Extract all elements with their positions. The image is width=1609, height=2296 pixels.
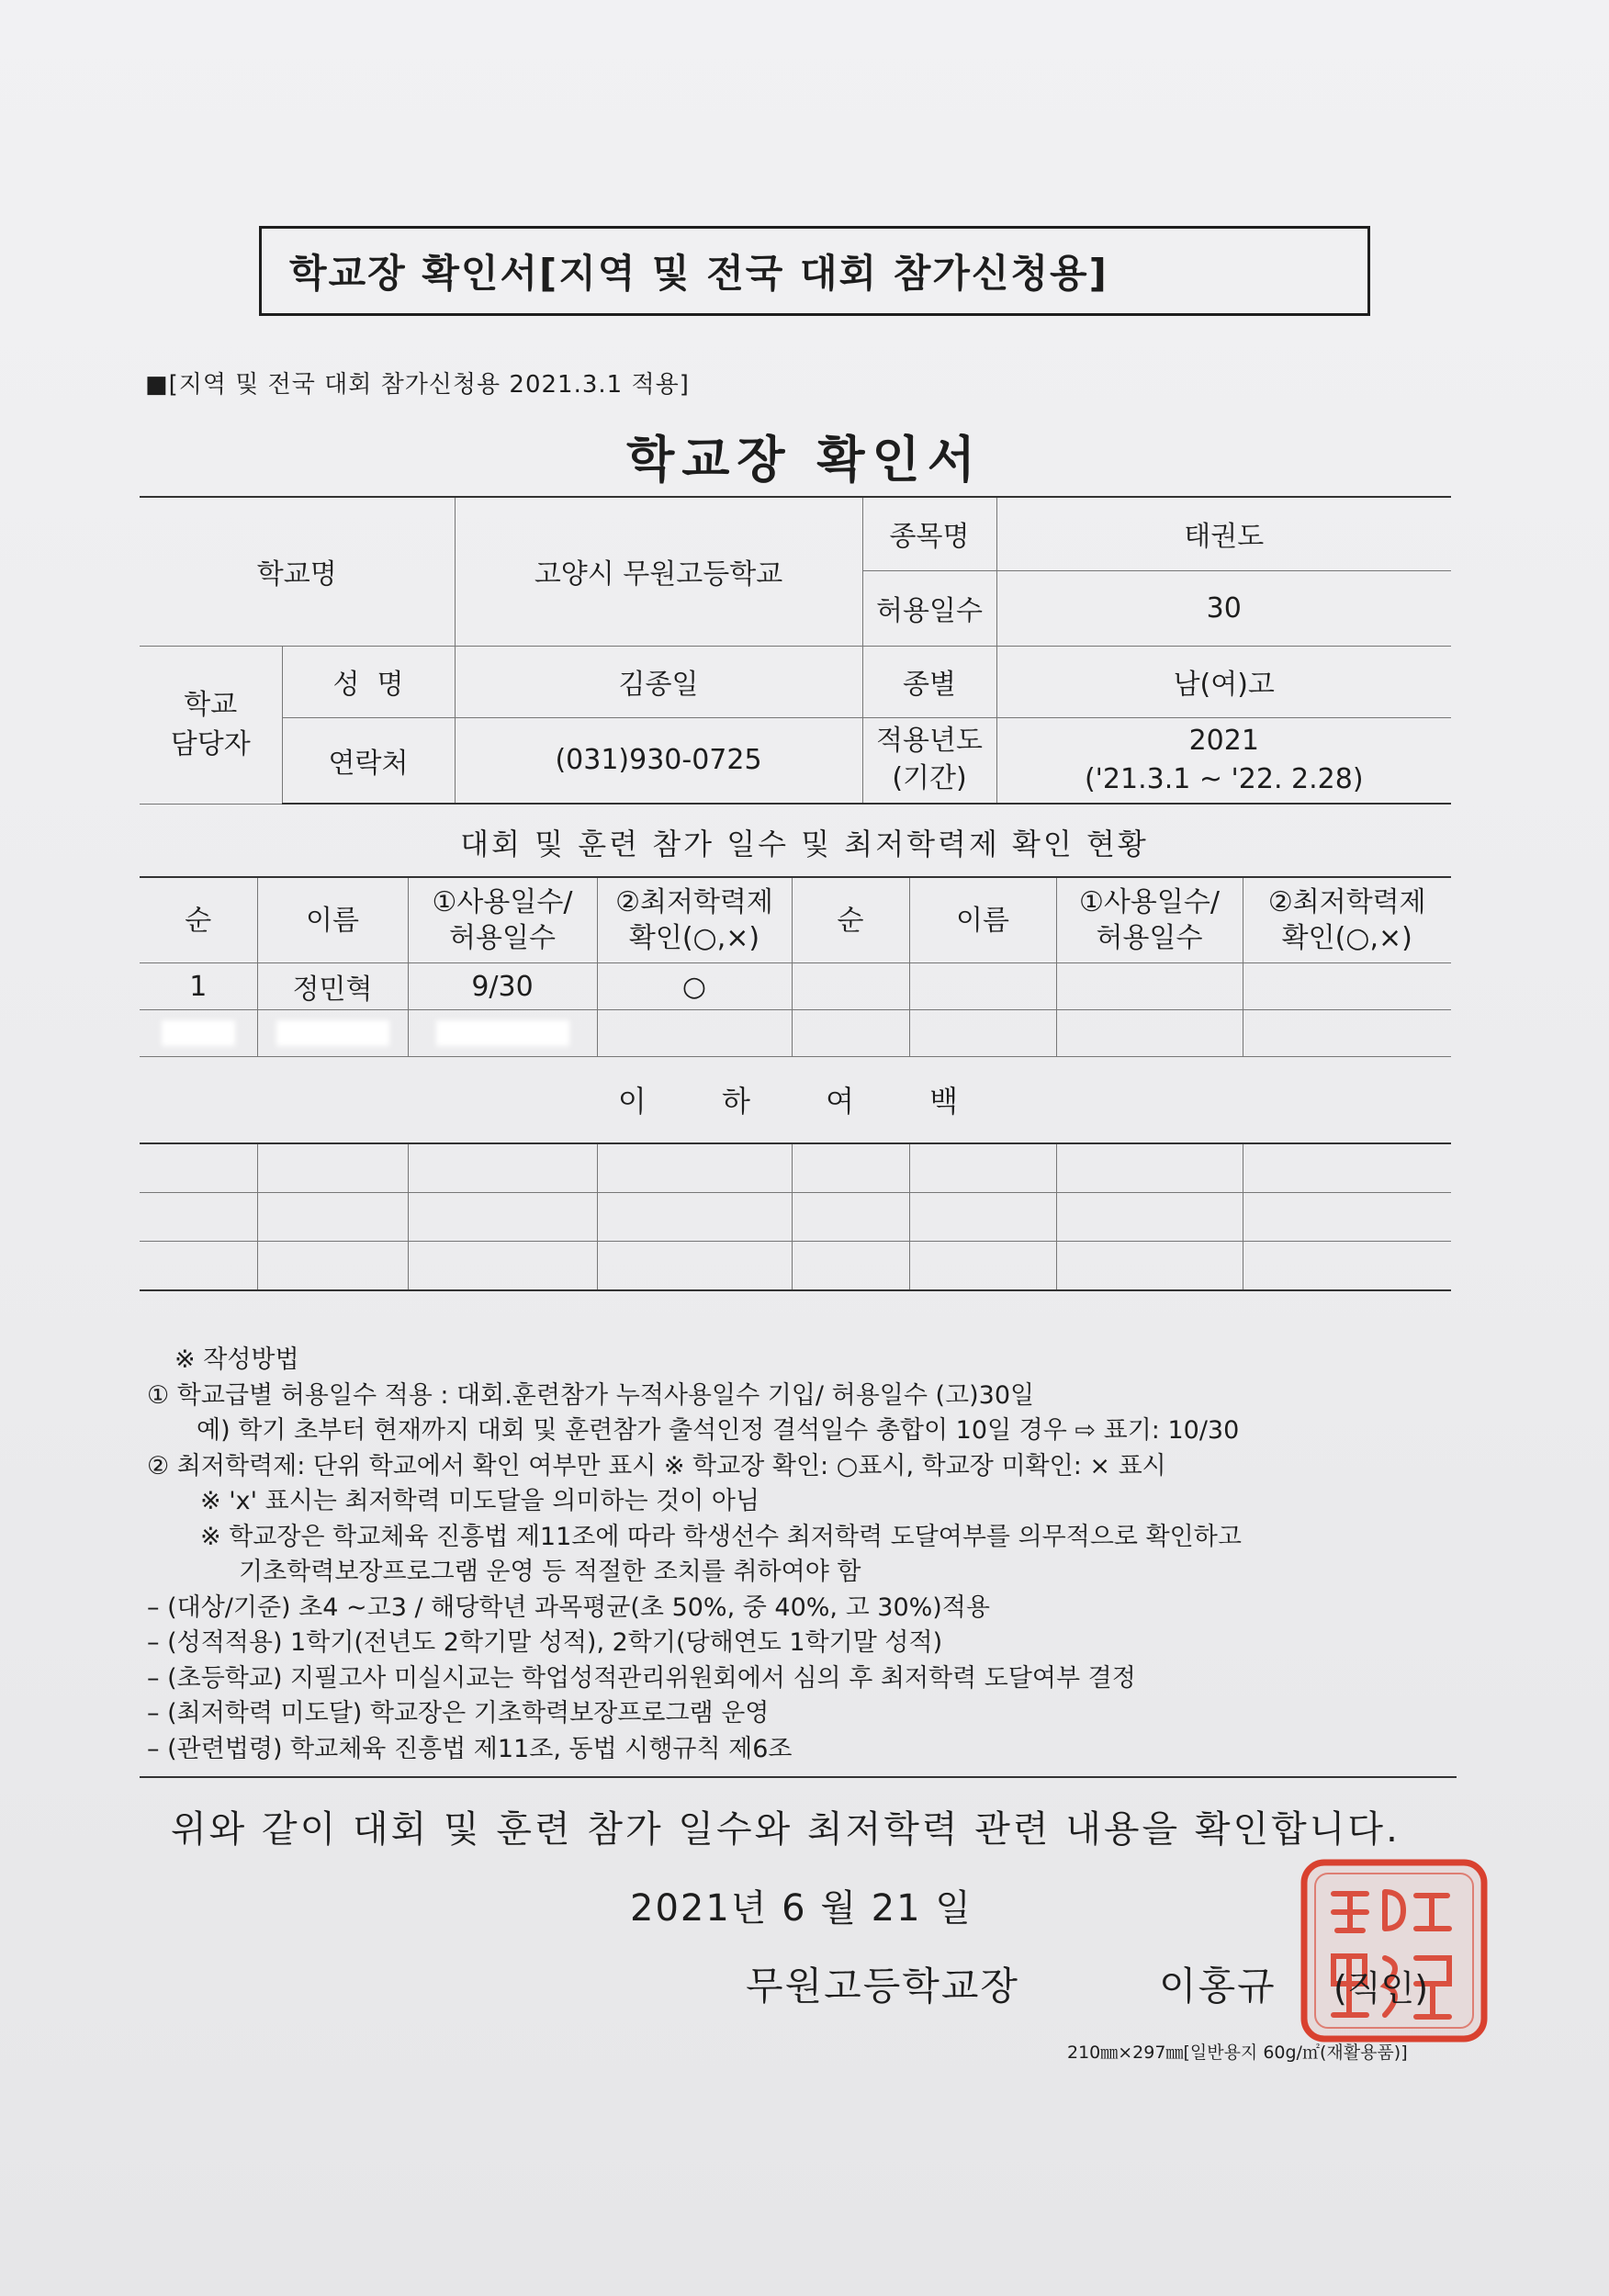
gender-label: 종별 (862, 646, 996, 717)
year-period: ('21.3.1 ~ '22. 2.28) (1084, 762, 1364, 795)
note-2-a: ※ 'x' 표시는 최저학력 미도달을 의미하는 것이 아님 (200, 1487, 760, 1515)
status-table (140, 876, 1451, 1057)
header-days: ①사용일수/ 허용일수 (408, 877, 597, 963)
row1-name: 정민혁 (257, 963, 408, 1010)
note-2: ② 최저학력제: 단위 학교에서 확인 여부만 표시 ※ 학교장 확인: ○표시, 학교장 미확인: × 표시 (147, 1451, 1166, 1480)
status-title: 대회 및 훈련 참가 일수 및 최저학력제 확인 현황 (460, 827, 1149, 861)
paper-spec: 210㎜×297㎜[일반용지 60g/㎡(재활용품)] (1067, 2043, 1408, 2063)
blank-row (140, 1143, 1451, 1193)
row1-days-2 (1056, 963, 1243, 1010)
form-title-box (259, 226, 1370, 316)
sport-label: 종목명 (862, 497, 996, 570)
row1-days: 9/30 (408, 963, 597, 1010)
empty-cell (597, 1010, 792, 1057)
blank-rows-table (140, 1142, 1451, 1291)
seal-label: (직인) (1333, 1968, 1429, 2009)
header-seq-2: 순 (792, 877, 909, 963)
blank-row (140, 1193, 1451, 1242)
notes-heading: ※ 작성방법 (174, 1345, 299, 1374)
gender-value: 남(여)고 (996, 646, 1451, 717)
row1-check-2 (1243, 963, 1451, 1010)
row1-check: ○ (597, 963, 792, 1010)
note-grade-apply: – (성적적용) 1학기(전년도 2학기말 성적), 2학기(당해연도 1학기말 성적) (147, 1628, 943, 1657)
name-value: 김종일 (455, 646, 862, 717)
principal-name: 이홍규 (1159, 1964, 1277, 2009)
status-header-row (140, 877, 1451, 963)
table-row (140, 963, 1451, 1010)
name-label: 성 명 (282, 646, 455, 717)
allowed-days-value: 30 (996, 570, 1451, 646)
redacted-cell (257, 1010, 408, 1057)
header-min-academic-2: ②최저학력제 확인(○,×) (1243, 877, 1451, 963)
phone-value: (031)930-0725 (455, 717, 862, 804)
redacted-cell (408, 1010, 597, 1057)
header-name-2: 이름 (909, 877, 1056, 963)
header-name: 이름 (257, 877, 408, 963)
official-seal-icon (1297, 1855, 1491, 2046)
sport-value: 태권도 (996, 497, 1451, 570)
note-1: ① 학교급별 허용일수 적용 : 대회.훈련참가 누적사용일수 기입/ 허용일수 (고)30일 (147, 1380, 1035, 1410)
form-title: 학교장 확인서[지역 및 전국 대회 참가신청용] (289, 251, 1108, 296)
empty-cell (792, 1010, 909, 1057)
note-related-law: – (관련법령) 학교체육 진흥법 제11조, 동법 시행규칙 제6조 (147, 1734, 793, 1763)
header-seq: 순 (140, 877, 257, 963)
instructions (147, 1343, 1488, 1767)
year-value: 2021 (1188, 724, 1259, 757)
allowed-days-label: 허용일수 (862, 570, 996, 646)
header-min-academic: ②최저학력제 확인(○,×) (597, 877, 792, 963)
row1-seq-2 (792, 963, 909, 1010)
table-row (140, 1010, 1451, 1057)
note-2-c: 기초학력보장프로그램 운영 등 적절한 조치를 취하여야 함 (239, 1558, 861, 1586)
info-table (140, 496, 1451, 805)
confirmation-text: 위와 같이 대회 및 훈련 참가 일수와 최저학력 관련 내용을 확인합니다. (171, 1808, 1401, 1851)
school-name-value: 고양시 무원고등학교 (455, 497, 862, 646)
main-title: 학교장 확인서 (626, 431, 983, 489)
year-cell (996, 717, 1451, 804)
sub-header: ■[지역 및 전국 대회 참가신청용 2021.3.1 적용] (145, 371, 690, 399)
phone-label: 연락처 (282, 717, 455, 804)
row1-name-2 (909, 963, 1056, 1010)
school-name-label: 학교명 (140, 497, 455, 646)
divider (140, 1776, 1457, 1778)
note-target: – (대상/기준) 초4 ~고3 / 해당학년 과목평균(초 50%, 중 40%, 고 30%)적용 (147, 1593, 990, 1622)
year-label: 적용년도 (기간) (862, 717, 996, 804)
note-elementary: – (초등학교) 지필고사 미실시교는 학업성적관리위원회에서 심의 후 최저학력 도달여부 결정 (147, 1663, 1136, 1693)
note-below-minimum: – (최저학력 미도달) 학교장은 기초학력보장프로그램 운영 (147, 1699, 770, 1728)
empty-cell (1056, 1010, 1243, 1057)
empty-cell (1243, 1010, 1451, 1057)
header-days-2: ①사용일수/ 허용일수 (1056, 877, 1243, 963)
blank-row (140, 1242, 1451, 1291)
note-2-b: ※ 학교장은 학교체육 진흥법 제11조에 따라 학생선수 최저학력 도달여부를 의무적으로 확인하고 (200, 1522, 1242, 1551)
blank-marker: 이 하 여 백 (617, 1084, 992, 1119)
school-principal-title: 무원고등학교장 (746, 1964, 1020, 2009)
row1-seq: 1 (140, 963, 257, 1010)
contact-person-label: 학교 담당자 (140, 646, 282, 804)
redacted-cell (140, 1010, 257, 1057)
note-example: 예) 학기 초부터 현재까지 대회 및 훈련참가 출석인정 결석일수 총합이 10일 경우 ⇨ 표기: 10/30 (197, 1416, 1240, 1445)
signing-date: 2021년 6 월 21 일 (630, 1887, 973, 1930)
empty-cell (909, 1010, 1056, 1057)
